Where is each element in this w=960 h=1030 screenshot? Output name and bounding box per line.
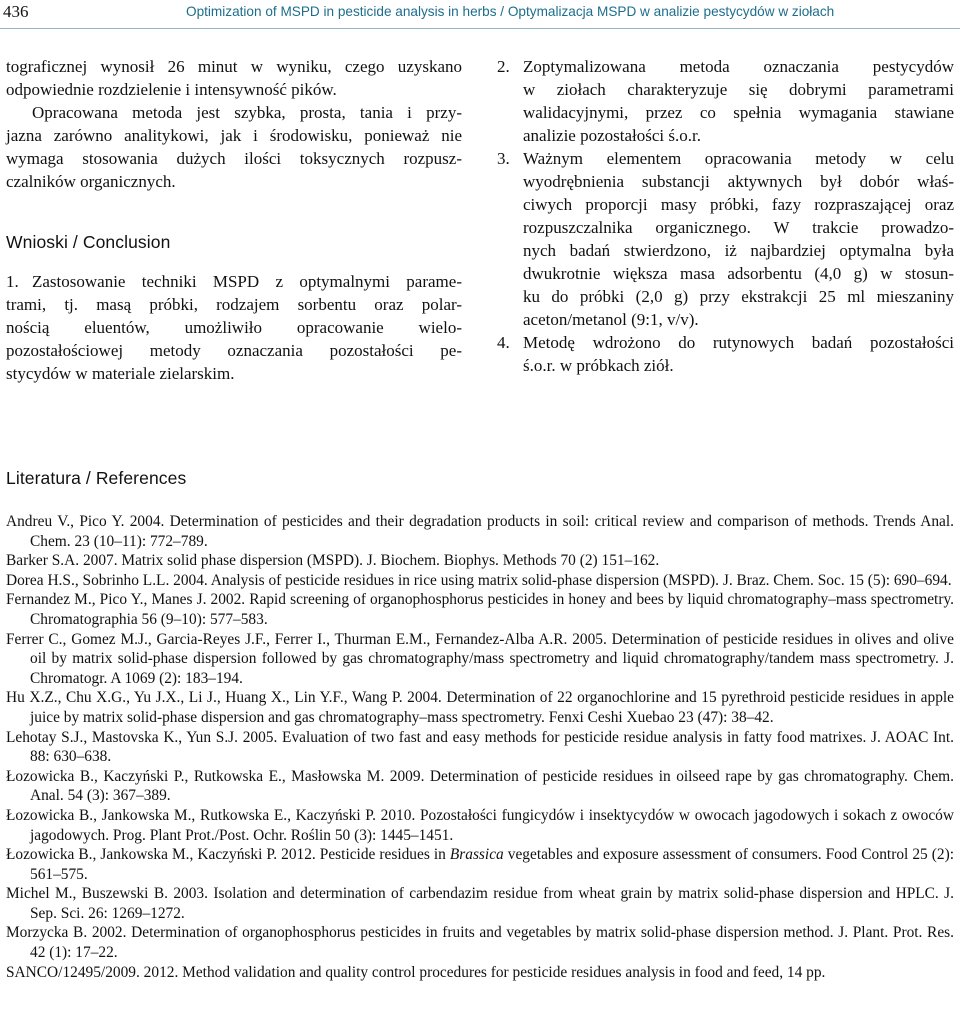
text-line: walidacyjnymi, przez co spełnia wymagania stawiane: [523, 103, 954, 122]
reference-list: [6, 512, 954, 982]
references-heading: Literatura / References: [6, 468, 187, 488]
text-line: ku do próbki (2,0 g) przy ekstrakcji 25 ml mieszaniny: [523, 287, 954, 306]
page-number: 436: [3, 2, 29, 21]
reference-entry: Hu X.Z., Chu X.G., Yu J.X., Li J., Huang X., Lin Y.F., Wang P. 2004. Determination of 22 organochlorine and 15 pyrethroid pesticide residues in apple juice by matrix solid-phase dispersion and gas chromatography–mass spectrometry. Fenxi Ceshi Xuebao 23 (47): 38–42.: [6, 689, 954, 726]
conclusion-item-1: [6, 270, 462, 385]
text-line: Ważnym elementem opracowania metody w celu: [523, 149, 954, 168]
list-number: 3.: [497, 149, 510, 168]
reference-entry: Lehotay S.J., Mastovska K., Yun S.J. 2005. Evaluation of two fast and easy methods for pesticide residue analysis in fatty food matrixes. J. AOAC Int. 88: 630–638.: [6, 728, 954, 766]
reference-entry: Łozowicka B., Kaczyński P., Rutkowska E., Masłowska M. 2009. Determination of pesticide residues in oilseed rape by gas chromatography. Chem. Anal. 54 (3): 367–389.: [6, 767, 954, 805]
reference-entry: Andreu V., Pico Y. 2004. Determination of pesticides and their degradation products in soil: critical review and comparison of methods. Trends Anal. Chem. 23 (10–11): 772–789.: [6, 513, 954, 550]
reference-entry: Łozowicka B., Jankowska M., Rutkowska E., Kaczyński P. 2010. Pozostałości fungicydów i insektycydów w owocach jagodowych i sokach z owoców jagodowych. Prog. Plant Prot./Post. Ochr. Roślin 50 (3): 1445–1451.: [6, 806, 954, 844]
text-line: Zoptymalizowana metoda oznaczania pestycydów: [523, 57, 954, 76]
text-line: nością eluentów, umożliwiło opracowanie wielo-: [6, 318, 462, 337]
reference-entry: Michel M., Buszewski B. 2003. Isolation and determination of carbendazim residue from wheat grain by matrix solid-phase dispersion and HPLC. J. Sep. Sci. 26: 1269–1272.: [6, 885, 954, 922]
right-column: [497, 55, 954, 377]
left-column: [6, 55, 462, 385]
text-line: ciwych proporcji masy próbki, fazy rozpraszającej oraz: [523, 195, 954, 214]
reference-entry: Morzycka B. 2002. Determination of organophosphorus pesticides in fruits and vegetables by matrix solid-phase dispersion method. J. Plant. Prot. Res. 42 (1): 17–22.: [6, 924, 954, 962]
conclusion-item-2: [497, 55, 954, 147]
list-number: 1.: [6, 272, 19, 291]
conclusion-heading: Wnioski / Conclusion: [6, 232, 171, 252]
text-line: jazna zarówno analitykowi, jak i środowisku, ponieważ nie: [6, 126, 462, 145]
header-divider: [0, 28, 960, 29]
text-line: dwukrotnie większa masa adsorbentu (4,0 g) w stosun-: [523, 264, 954, 283]
reference-entry: SANCO/12495/2009. 2012. Method validation and quality control procedures for pesticide residues analysis in food and feed, 14 pp.: [6, 963, 826, 981]
reference-entry: Ferrer C., Gomez M.J., Garcia-Reyes J.F., Ferrer I., Thurman E.M., Fernandez-Alba A.R. 2005. Determination of pesticide residues in olives and olive oil by matrix solid-phase dispersion followed by gas chromatography/mass spectrometry and liquid chromatography/tandem mass spectrometry. J. Chromatogr. A 1069 (2): 183–194.: [6, 630, 954, 687]
page-header: [0, 0, 960, 26]
text-line: tograficznej wynosił 26 minut w wyniku, czego uzyskano: [6, 57, 462, 76]
text-line: ś.o.r. w próbkach ziół.: [523, 356, 674, 375]
text-line: rozpuszczalnika organicznego. W trakcie prowadzo-: [523, 218, 954, 237]
text-line: wyodrębnienia substancji aktywnych był dobór właś-: [523, 172, 954, 191]
reference-entry: Dorea H.S., Sobrinho L.L. 2004. Analysis of pesticide residues in rice using matrix solid-phase dispersion (MSPD). J. Braz. Chem. Soc. 15 (5): 690–694.: [6, 571, 952, 589]
reference-entry: Fernandez M., Pico Y., Manes J. 2002. Rapid screening of organophosphorus pesticides in honey and bees by liquid chromatography–mass spectrometry. Chromatographia 56 (9–10): 577–583.: [6, 591, 954, 628]
text-line: stycydów w materiale zielarskim.: [6, 364, 235, 383]
running-title: Optimization of MSPD in pesticide analysis in herbs / Optymalizacja MSPD w analizie pestycydów w ziołach: [186, 4, 835, 19]
text-line: aceton/metanol (9:1, v/v).: [523, 310, 699, 329]
text-line: Zastosowanie techniki MSPD z optymalnymi parame-: [32, 272, 462, 291]
text-line: trami, tj. masą próbki, rodzajem sorbentu oraz polar-: [6, 295, 462, 314]
text-line: wymaga stosowania dużych ilości toksycznych rozpusz-: [6, 149, 462, 168]
text-line: odpowiednie rozdzielenie i intensywność pików.: [6, 80, 337, 99]
text-line: Opracowana metoda jest szybka, prosta, tania i przy-: [32, 103, 462, 122]
list-number: 2.: [497, 57, 510, 76]
conclusion-item-4: [497, 331, 954, 377]
text-line: pozostałościowej metody oznaczania pozostałości pe-: [6, 341, 462, 360]
text-line: w ziołach charakteryzuje się dobrymi parametrami: [523, 80, 954, 99]
text-line: Metodę wdrożono do rutynowych badań pozostałości: [523, 333, 954, 352]
text-line: nych badań stwierdzono, iż najbardziej optymalna była: [523, 241, 954, 260]
reference-entry: Łozowicka B., Jankowska M., Kaczyński P. 2012. Pesticide residues in Brassica vegetables and exposure assessment of consumers. Food Control 25 (2): 561–575.: [6, 846, 954, 883]
reference-entry: Barker S.A. 2007. Matrix solid phase dispersion (MSPD). J. Biochem. Biophys. Methods 70 (2) 151–162.: [6, 552, 660, 570]
text-line: analizie pozostałości ś.o.r.: [523, 126, 701, 145]
conclusion-item-3: [497, 147, 954, 331]
list-number: 4.: [497, 333, 510, 352]
text-line: czalników organicznych.: [6, 172, 176, 191]
